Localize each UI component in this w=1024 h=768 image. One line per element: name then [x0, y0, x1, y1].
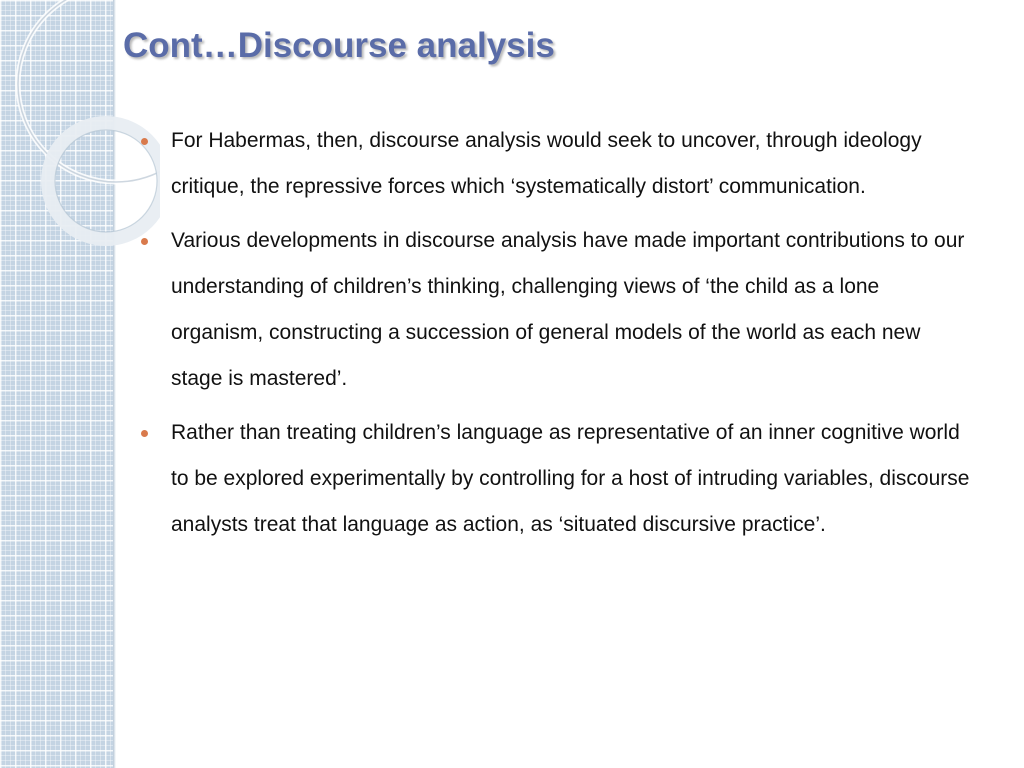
bullet-list: [141, 118, 971, 556]
bullet-text: Rather than treating children’s language as representative of an inner cognitive world to be explored experimentally by controlling for a host of intruding variables, discourse analysts treat that language as action, as ‘situated discursive practice’.: [171, 421, 970, 536]
bullet-item: [141, 218, 971, 402]
slide-title: Cont…Discourse analysis: [123, 26, 555, 65]
bullet-text: Various developments in discourse analysis have made important contributions to our understanding of children’s thinking, challenging views of ‘the child as a lone organism, constructing a succession of general models of the world as each new stage is mastered’.: [171, 229, 965, 390]
bullet-dot-icon: [141, 138, 148, 145]
bullet-text: For Habermas, then, discourse analysis would seek to uncover, through ideology critique, the repressive forces which ‘systematically distort’ communication.: [171, 129, 922, 198]
bullet-dot-icon: [141, 238, 148, 245]
bullet-item: [141, 410, 971, 548]
bullet-dot-icon: [141, 430, 148, 437]
bullet-item: [141, 118, 971, 210]
